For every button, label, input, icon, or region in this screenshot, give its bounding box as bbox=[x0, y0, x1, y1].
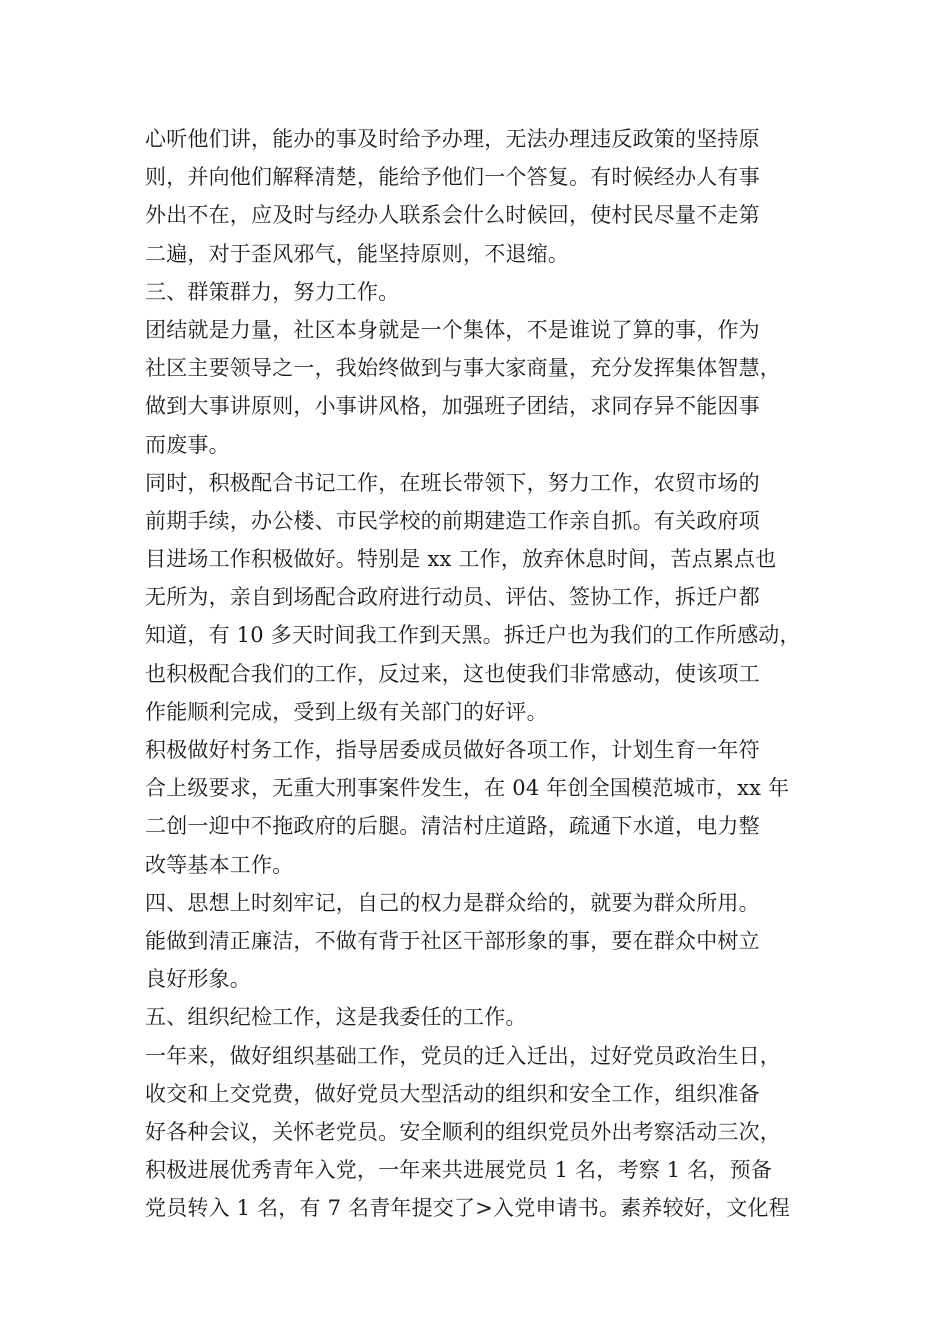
text-line: 改等基本工作。 bbox=[145, 852, 294, 877]
text-line: 而废事。 bbox=[145, 432, 230, 457]
text-line: 目进场工作积极做好。特别是 xx 工作，放弃休息时间，苦点累点也 bbox=[145, 547, 777, 572]
text-line: 能做到清正廉洁，不做有背于社区干部形象的事，要在群众中树立 bbox=[145, 928, 760, 953]
text-line: 团结就是力量，社区本身就是一个集体，不是谁说了算的事，作为 bbox=[145, 317, 760, 342]
text-line: 一年来，做好组织基础工作，党员的迁入迁出，过好党员政治生日， bbox=[145, 1043, 781, 1068]
text-line: 五、组织纪检工作，这是我委任的工作。 bbox=[145, 1005, 527, 1030]
text-line: 二创一迎中不拖政府的后腿。清洁村庄道路，疏通下水道，电力整 bbox=[145, 814, 760, 839]
text-line: 党员转入 1 名，有 7 名青年提交了>入党申请书。素养较好，文化程 bbox=[145, 1196, 790, 1221]
text-line: 社区主要领导之一，我始终做到与事大家商量，充分发挥集体智慧， bbox=[145, 356, 781, 381]
text-line: 外出不在，应及时与经办人联系会什么时候回，使村民尽量不走第 bbox=[145, 203, 760, 228]
text-line: 同时，积极配合书记工作，在班长带领下，努力工作，农贸市场的 bbox=[145, 470, 760, 495]
text-line: 积极做好村务工作，指导居委成员做好各项工作，计划生育一年符 bbox=[145, 738, 760, 762]
body-text bbox=[145, 120, 830, 1227]
text-line: 无所为，亲自到场配合政府进行动员、评估、签协工作，拆迁户都 bbox=[145, 585, 760, 610]
text-line: 作能顺利完成，受到上级有关部门的好评。 bbox=[145, 699, 548, 724]
text-line: 良好形象。 bbox=[145, 967, 251, 992]
text-line: 前期手续，办公楼、市民学校的前期建造工作亲自抓。有关政府项 bbox=[145, 508, 760, 533]
text-line: 二遍，对于歪风邪气，能坚持原则，不退缩。 bbox=[145, 241, 569, 266]
text-line: 心听他们讲，能办的事及时给予办理，无法办理违反政策的坚持原 bbox=[145, 127, 760, 151]
text-line: 做到大事讲原则，小事讲风格，加强班子团结，求同存异不能因事 bbox=[145, 394, 760, 419]
text-line: 也积极配合我们的工作，反过来，这也使我们非常感动，使该项工 bbox=[145, 661, 760, 686]
text-line: 四、思想上时刻牢记，自己的权力是群众给的，就要为群众所用。 bbox=[145, 890, 760, 915]
text-line: 则，并向他们解释清楚，能给予他们一个答复。有时候经办人有事 bbox=[145, 165, 760, 190]
text-line: 好各种会议，关怀老党员。安全顺利的组织党员外出考察活动三次， bbox=[145, 1119, 781, 1144]
text-line: 积极进展优秀青年入党，一年来共进展党员 1 名，考察 1 名，预备 bbox=[145, 1158, 773, 1183]
text-line: 三、群策群力，努力工作。 bbox=[145, 279, 400, 304]
text-line: 合上级要求，无重大刑事案件发生，在 04 年创全国模范城市，xx 年 bbox=[145, 776, 790, 801]
text-line: 知道，有 10 多天时间我工作到天黑。拆迁户也为我们的工作所感动， bbox=[145, 623, 801, 648]
text-line: 收交和上交党费，做好党员大型活动的组织和安全工作，组织准备 bbox=[145, 1081, 760, 1106]
